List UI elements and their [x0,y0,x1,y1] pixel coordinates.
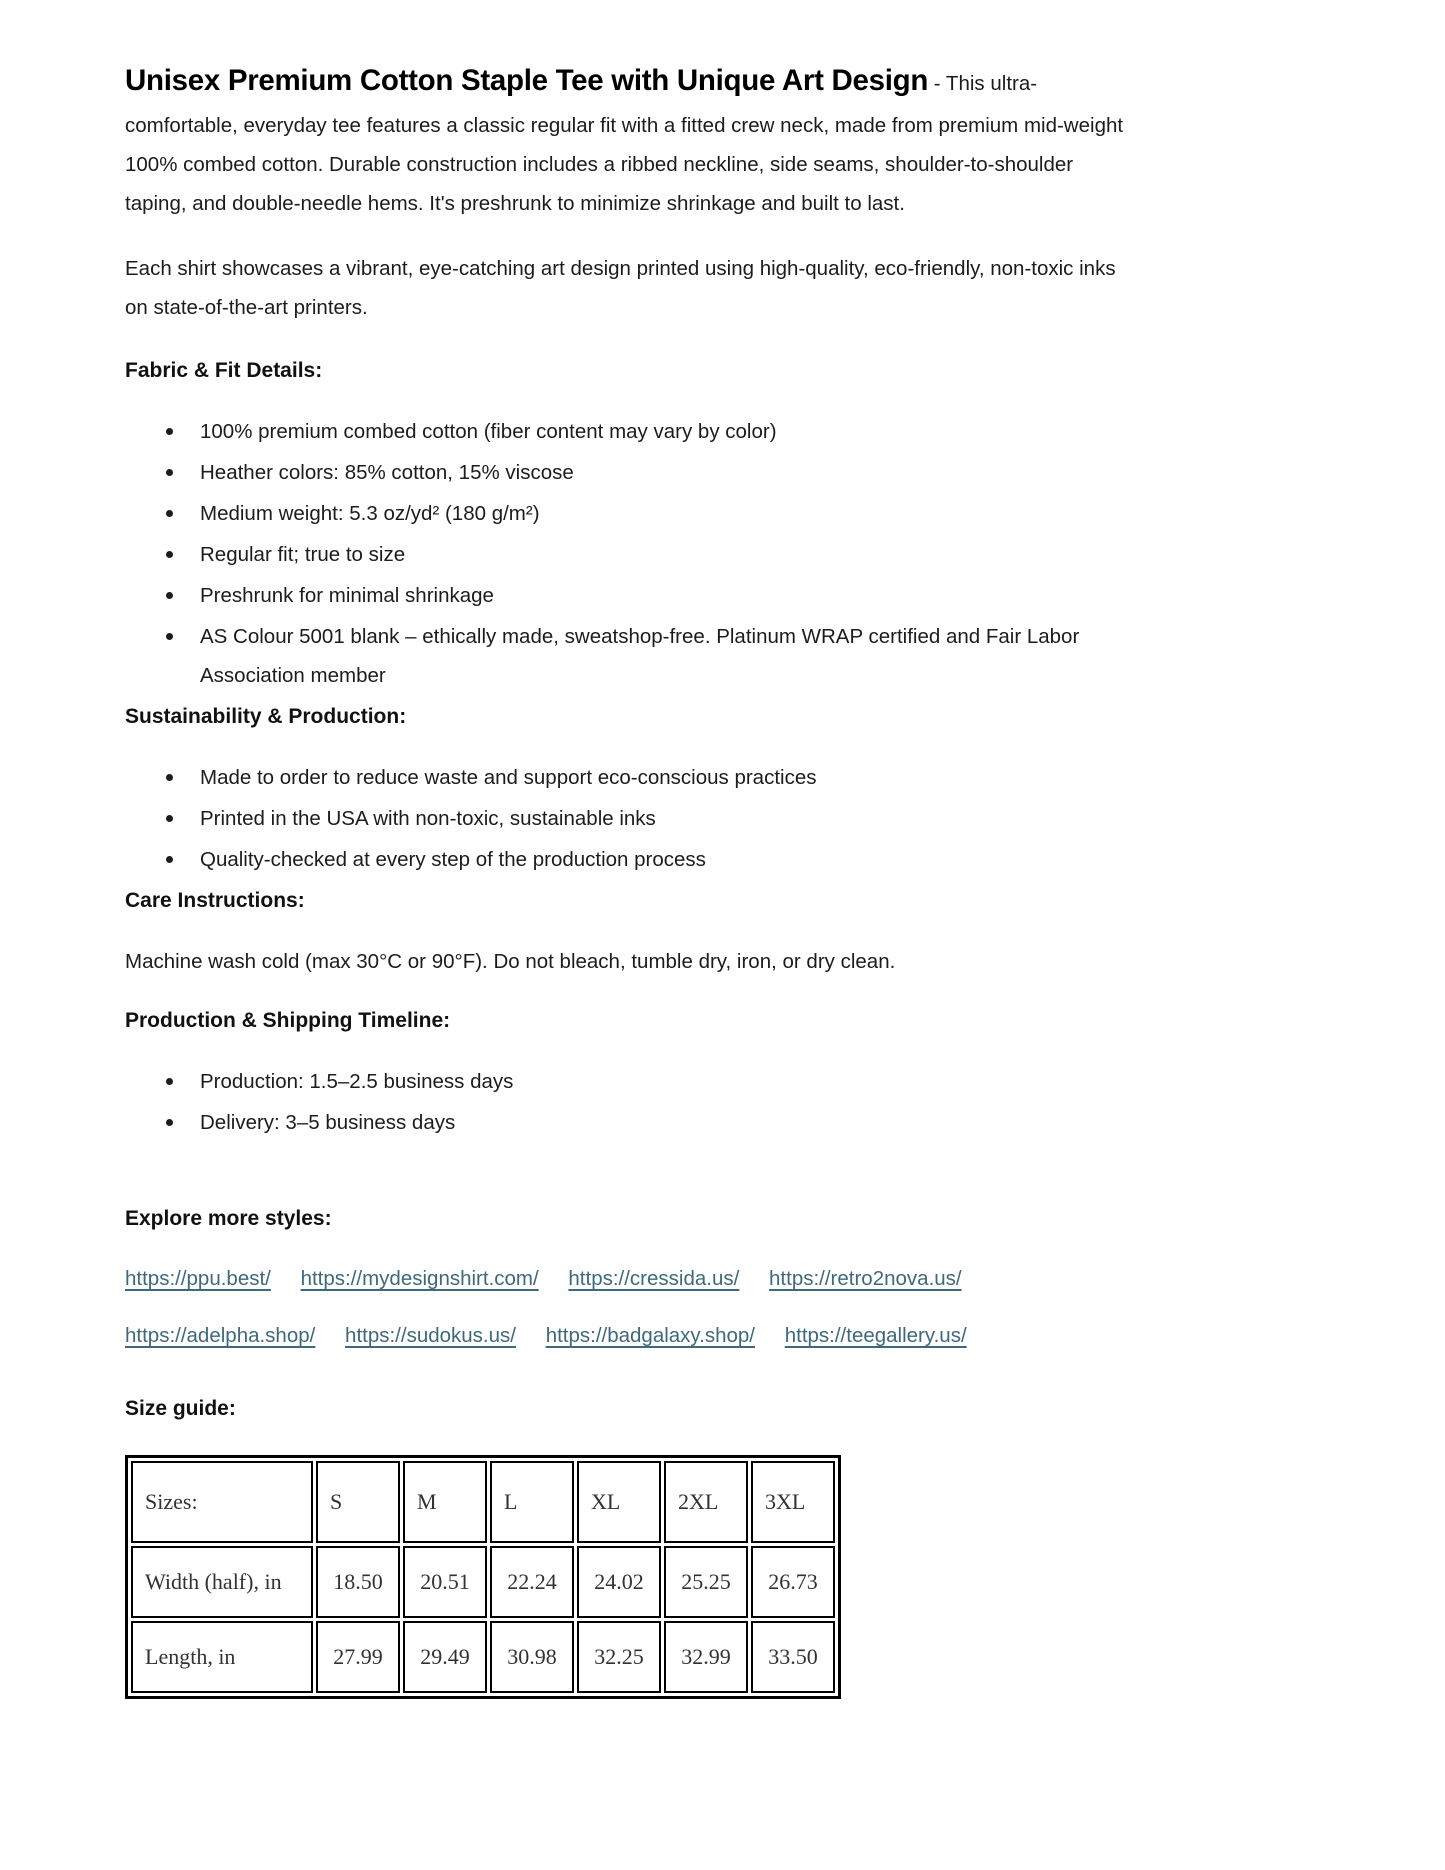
fabric-fit-heading: Fabric & Fit Details: [125,359,323,382]
list-item: Quality-checked at every step of the production process [200,840,1125,879]
size-guide-heading: Size guide: [125,1397,236,1420]
table-cell: 20.51 [403,1546,487,1618]
table-cell: 29.49 [403,1621,487,1693]
list-item: Preshrunk for minimal shrinkage [200,576,1125,615]
list-item: Production: 1.5–2.5 business days [200,1062,1125,1101]
table-cell: 32.99 [664,1621,748,1693]
links-row-1 [125,1259,1125,1298]
timeline-heading: Production & Shipping Timeline: [125,1009,451,1032]
table-cell: 32.25 [577,1621,661,1693]
link-retro2nova[interactable]: https://retro2nova.us/ [769,1267,962,1290]
list-item: Medium weight: 5.3 oz/yd² (180 g/m²) [200,494,1125,533]
table-row-length [131,1621,835,1693]
links-row-2 [125,1316,1125,1355]
list-item: Delivery: 3–5 business days [200,1103,1125,1142]
table-cell: 18.50 [316,1546,400,1618]
link-teegallery[interactable]: https://teegallery.us/ [784,1324,967,1347]
row-label: Width (half), in [131,1546,313,1618]
header-cell-l: L [490,1461,574,1543]
explore-heading: Explore more styles: [125,1207,332,1230]
table-cell: 22.24 [490,1546,574,1618]
sustainability-list [125,758,1125,879]
description-paragraph: Each shirt showcases a vibrant, eye-catching art design printed using high-quality, eco-friendly, non-toxic inks on state-of-the-art printers. [125,257,1116,319]
link-sudokus[interactable]: https://sudokus.us/ [345,1324,516,1347]
intro-paragraph [125,56,1125,223]
list-item: Made to order to reduce waste and support eco-conscious practices [200,758,1125,797]
table-header-row [131,1461,835,1543]
care-text: Machine wash cold (max 30°C or 90°F). Do not bleach, tumble dry, iron, or dry clean. [125,950,896,973]
table-cell: 33.50 [751,1621,835,1693]
list-item: Printed in the USA with non-toxic, sustainable inks [200,799,1125,838]
intro-suffix-text: - This [933,72,985,95]
link-cressida[interactable]: https://cressida.us/ [568,1267,740,1290]
list-item: 100% premium combed cotton (fiber content may vary by color) [200,412,1125,451]
list-item: AS Colour 5001 blank – ethically made, sweatshop-free. Platinum WRAP certified and Fair Labor Association member [200,617,1125,695]
timeline-list [125,1062,1125,1142]
table-cell: 27.99 [316,1621,400,1693]
list-item: Heather colors: 85% cotton, 15% viscose [200,453,1125,492]
header-cell-xl: XL [577,1461,661,1543]
table-cell: 24.02 [577,1546,661,1618]
table-cell: 26.73 [751,1546,835,1618]
header-cell-sizes: Sizes: [131,1461,313,1543]
sustainability-heading: Sustainability & Production: [125,705,407,728]
link-adelpha[interactable]: https://adelpha.shop/ [125,1324,316,1347]
table-cell: 25.25 [664,1546,748,1618]
header-cell-s: S [316,1461,400,1543]
header-cell-3xl: 3XL [751,1461,835,1543]
table-cell: 30.98 [490,1621,574,1693]
size-guide-table [125,1455,841,1699]
link-badgalaxy[interactable]: https://badgalaxy.shop/ [545,1324,756,1347]
table-row-width [131,1546,835,1618]
care-heading: Care Instructions: [125,889,305,912]
header-cell-m: M [403,1461,487,1543]
list-item: Regular fit; true to size [200,535,1125,574]
row-label: Length, in [131,1621,313,1693]
link-mydesignshirt[interactable]: https://mydesignshirt.com/ [300,1267,539,1290]
intro-body-text: ultra-comfortable, everyday tee features a classic regular fit with a fitted crew neck, made from premium mid-weight 100% combed cotton. Durable construction includes a ribbed neckline, side seams, shoulder-to-shoulder taping, and double-needle hems. It's preshrunk to minimize shrinkage and built to last. [125,72,1124,215]
fabric-fit-list [125,412,1125,695]
page-title: Unisex Premium Cotton Staple Tee with Unique Art Design [125,64,929,97]
link-ppu-best[interactable]: https://ppu.best/ [125,1267,271,1290]
header-cell-2xl: 2XL [664,1461,748,1543]
